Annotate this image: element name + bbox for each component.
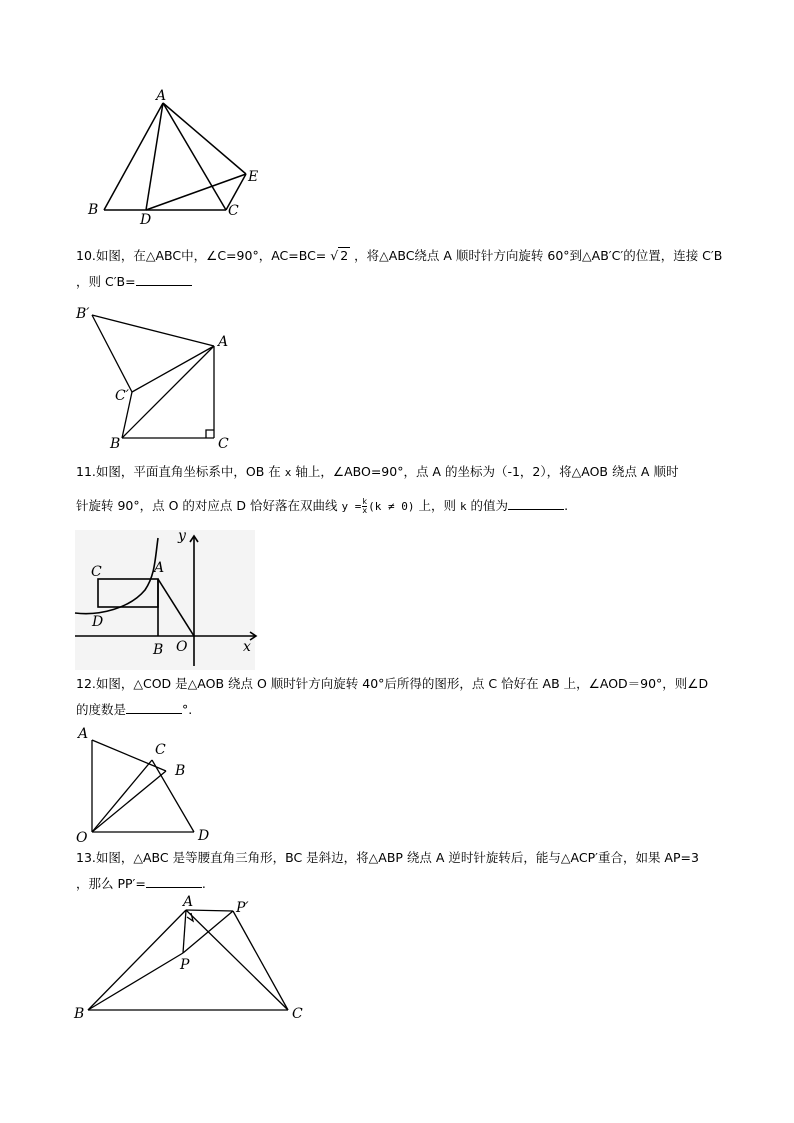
fraction-k-over-x: $\frac{k}{x}$ (362, 497, 368, 515)
label-C: C (218, 436, 229, 452)
question-13-line-1 (76, 846, 699, 870)
question-10-line-2 (76, 270, 192, 294)
q10-text-c: ，则 C′B= (76, 274, 136, 289)
answer-blank (146, 873, 202, 888)
sqrt-2: √ 2 (330, 248, 349, 263)
label-A: A (78, 726, 89, 742)
label-B: B (74, 1006, 85, 1022)
question-11-line-1 (76, 460, 678, 485)
figure-12 (92, 740, 194, 832)
question-12-line-2 (76, 698, 192, 722)
label-A: A (154, 560, 165, 576)
label-B: B (88, 202, 99, 218)
label-B: B (175, 763, 186, 779)
q12-text-b: 的度数是 (76, 702, 127, 717)
label-B: B (110, 436, 121, 452)
label-C: C (228, 203, 239, 219)
q11-x: x (284, 466, 292, 479)
label-P: P (180, 957, 190, 973)
q13-text-a: 13.如图，△ABC 是等腰直角三角形，BC 是斜边，将△ABP 绕点 A 逆时针旋转后，能与△ACP′重合，如果 AP=3 (76, 850, 699, 865)
figure-13-labels (73, 894, 303, 1022)
label-D: D (198, 828, 210, 844)
label-O: O (76, 830, 88, 846)
q11-text-d: 上，则 (418, 498, 456, 513)
question-13-line-2 (76, 872, 206, 896)
answer-blank (126, 699, 182, 714)
q11-text-b: 轴上，∠ABO=90°，点 A 的坐标为（-1，2），将△AOB 绕点 A 顺时 (295, 464, 679, 479)
figure-11 (75, 528, 256, 670)
q13-text-b: ，那么 PP′= (76, 876, 146, 891)
figure-9-labels (87, 88, 258, 228)
figure-9 (104, 103, 246, 210)
label-B: B (153, 642, 164, 658)
question-11-line-2 (76, 494, 568, 519)
label-C: C (155, 742, 166, 758)
label-D: D (140, 212, 152, 228)
figure-10 (92, 315, 214, 438)
q11-k: k (459, 500, 467, 513)
label-A: A (218, 334, 229, 350)
label-x: x (243, 639, 251, 655)
q11-y-eq: y = (341, 500, 362, 513)
answer-blank (508, 495, 564, 510)
label-D: D (92, 614, 104, 630)
q11-text-c: 针旋转 90°，点 O 的对应点 D 恰好落在双曲线 (76, 498, 338, 513)
question-10-line-1 (76, 244, 722, 268)
q12-text-c: °. (182, 702, 193, 717)
q11-cond: (k ≠ 0) (368, 500, 415, 513)
q10-text-a: 10.如图，在△ABC中，∠C=90°，AC=BC= (76, 248, 327, 263)
label-B-prime: B′ (76, 306, 90, 322)
label-C: C (292, 1006, 303, 1022)
q10-text-b: ，将△ABC绕点 A 顺时针方向旋转 60°到△AB′C′的位置，连接 C′B (354, 248, 723, 263)
label-E: E (248, 169, 259, 185)
answer-blank (136, 271, 192, 286)
q11-end: . (564, 498, 569, 513)
label-C-prime: C′ (115, 388, 129, 404)
label-P-prime: P′ (236, 900, 249, 916)
label-A: A (183, 894, 194, 910)
question-12-line-1 (76, 672, 708, 696)
label-O: O (176, 639, 188, 655)
label-C: C (91, 564, 102, 580)
q13-text-c: . (201, 876, 206, 891)
q11-text-a: 11.如图，平面直角坐标系中，OB 在 (76, 464, 281, 479)
label-A: A (156, 88, 167, 104)
q12-text-a: 12.如图，△COD 是△AOB 绕点 O 顺时针方向旋转 40°后所得的图形，点 C 恰好在 AB 上，∠AOD＝90°，则∠D (76, 676, 709, 691)
label-y: y (178, 528, 186, 544)
q11-text-e: 的值为 (470, 498, 509, 513)
